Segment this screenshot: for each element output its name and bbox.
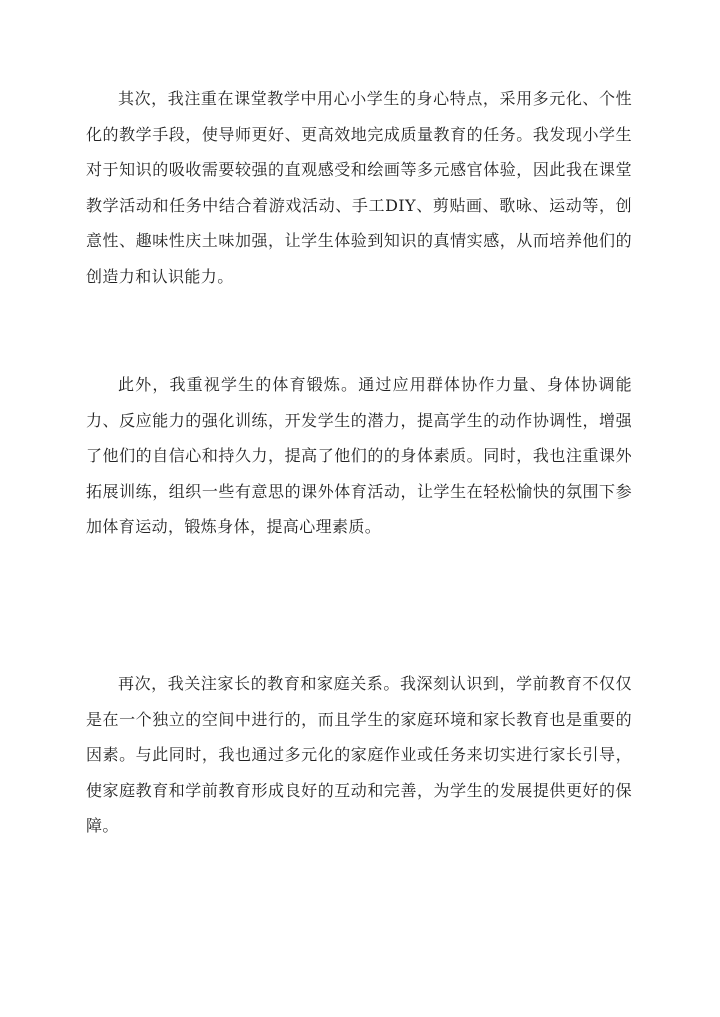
paragraph-physical-education: 此外，我重视学生的体育锻炼。通过应用群体协作力量、身体协调能力、反应能力的强化训练，开发学生的潜力，提高学生的动作协调性，增强了他们的自信心和持久力，提高了他们的的身体素质。同时，我也注重课外拓展训练，组织一些有意思的课外体育活动，让学生在轻松愉快的氛围下参加体育运动，锻炼身体，提高心理素质。: [86, 375, 632, 536]
paragraph-family-education: 再次，我关注家长的教育和家庭关系。我深刻认识到，学前教育不仅仅是在一个独立的空间中进行的，而且学生的家庭环境和家长教育也是重要的因素。与此同时，我也通过多元化的家庭作业或任务来切实进行家长引导，使家庭教育和学前教育形成良好的互动和完善，为学生的发展提供更好的保障。: [86, 674, 632, 835]
paragraph-teaching-methods: 其次，我注重在课堂教学中用心小学生的身心特点，采用多元化、个性化的教学手段，使导师更好、更高效地完成质量教育的任务。我发现小学生对于知识的吸收需要较强的直观感受和绘画等多元感官体验，因此我在课堂教学活动和任务中结合着游戏活动、手工DIY、剪贴画、歌咏、运动等，创意性、趣味性庆土味加强，让学生体验到知识的真情实感，从而培养他们的创造力和认识能力。: [86, 89, 632, 286]
